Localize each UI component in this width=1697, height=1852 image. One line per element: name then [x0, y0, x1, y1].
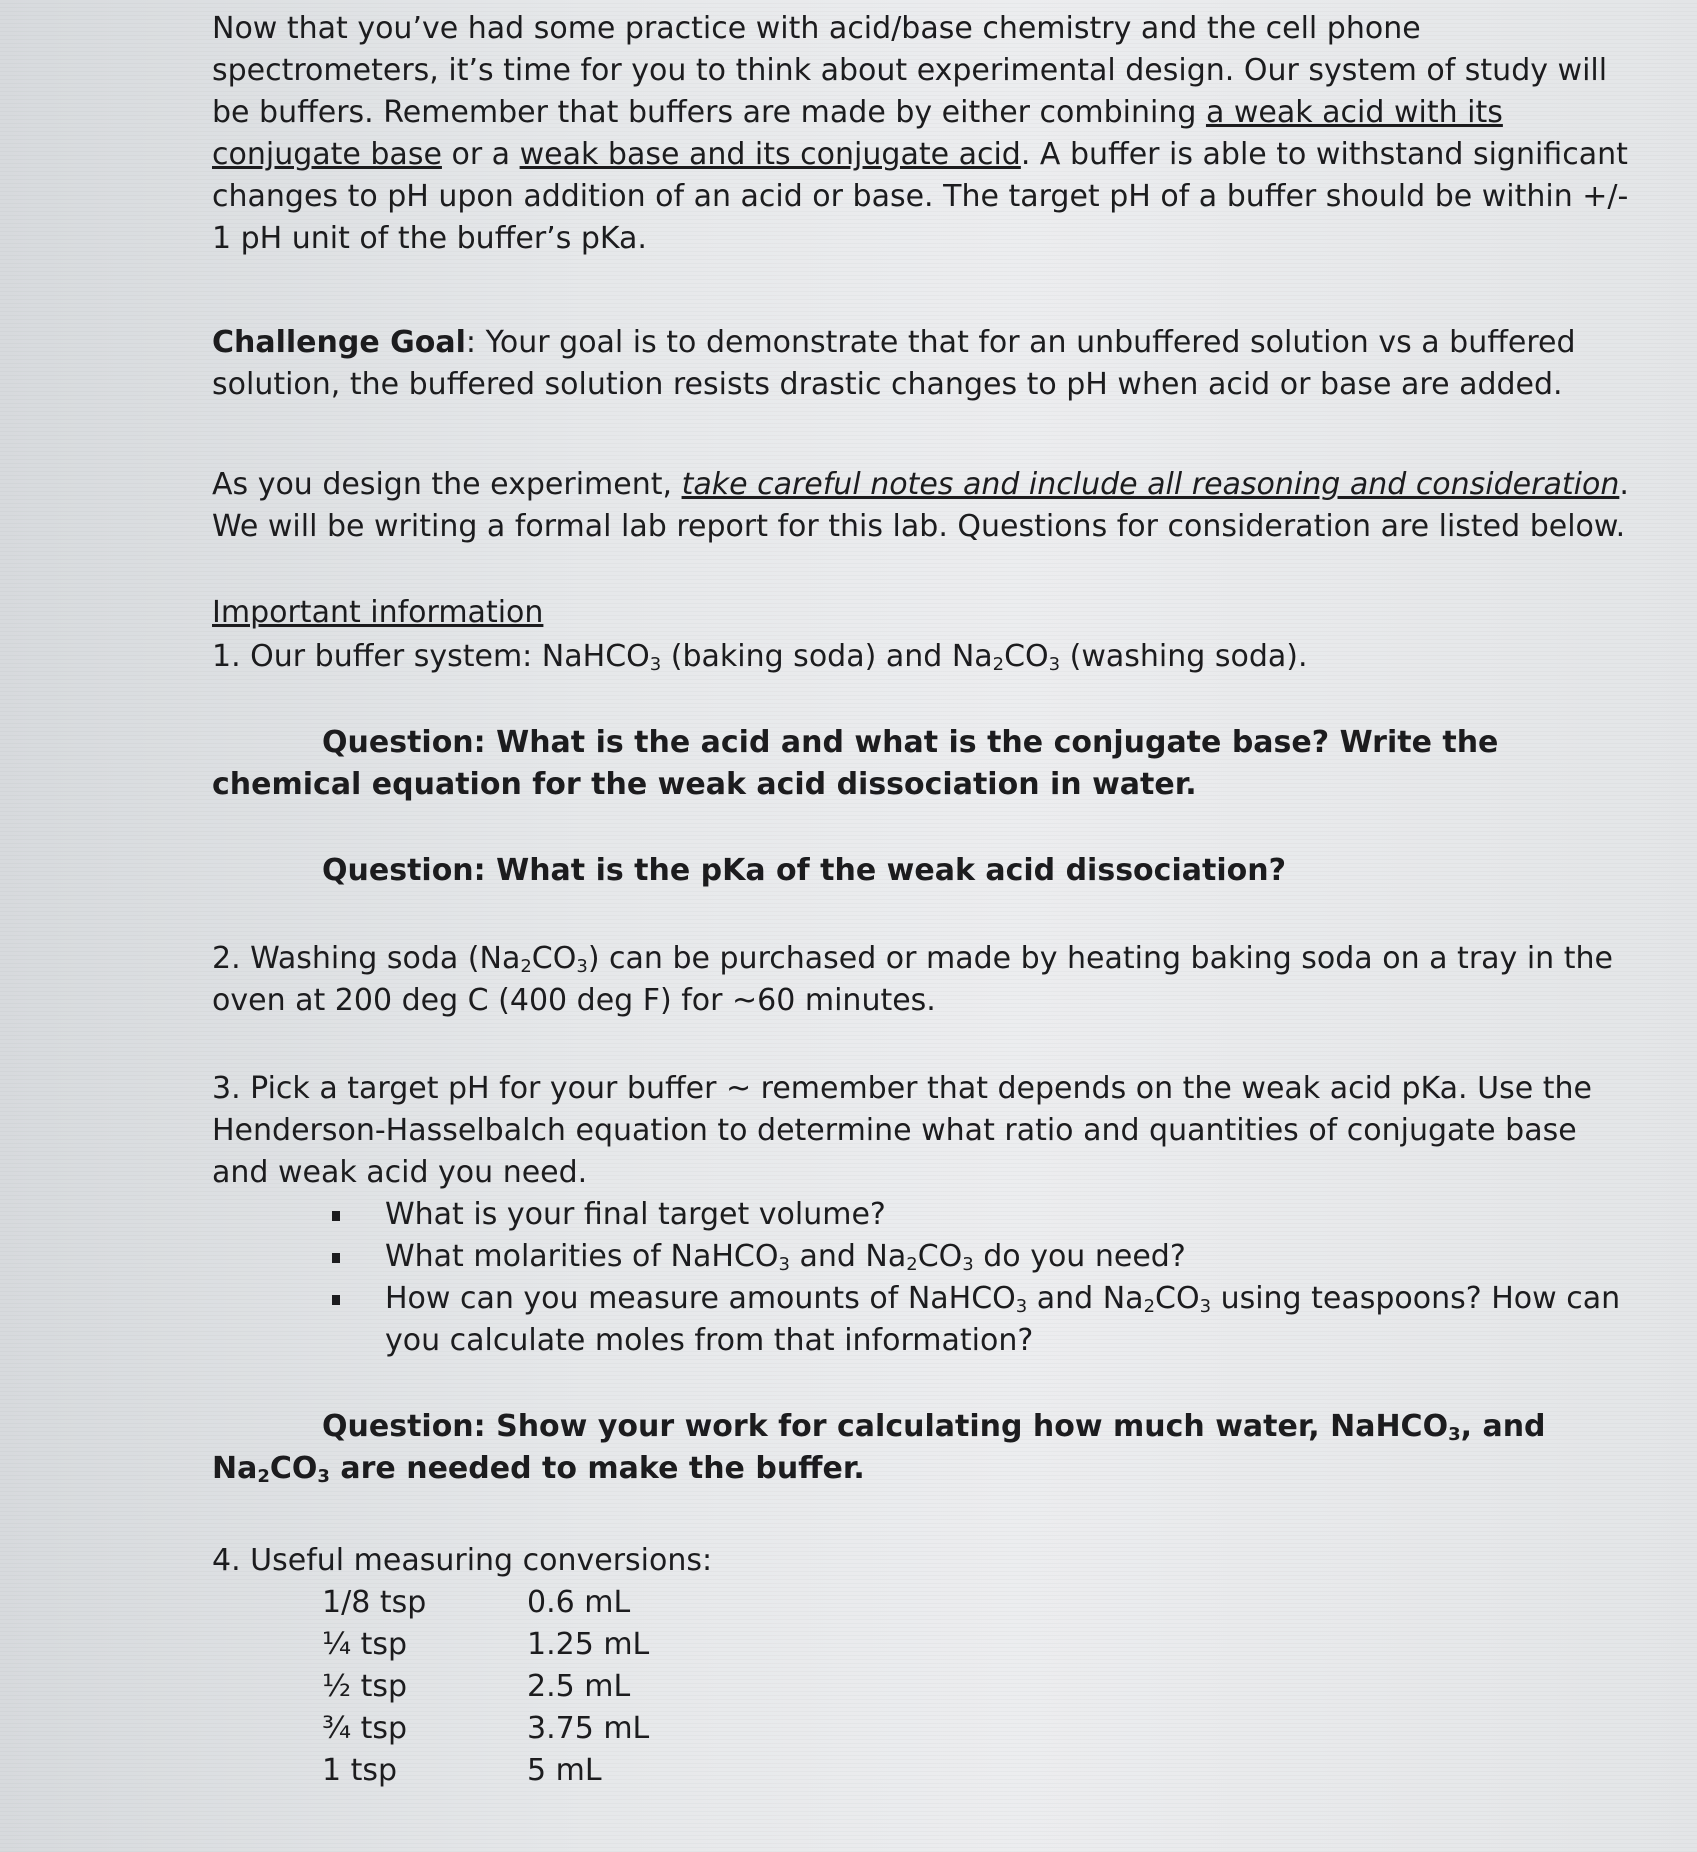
- weak-base-conjugate-acid-phrase: weak base and its conjugate acid: [519, 137, 1021, 172]
- square-bullet-icon: [332, 1295, 340, 1305]
- item-3-target-ph: 3. Pick a target pH for your buffer ~ remember that depends on the weak acid pKa. Use the Henderson-Hasselbalch equation to determine what ratio and quantities of conjugate base and weak acid you need.: [212, 1071, 1592, 1190]
- table-row: ½ tsp 2.5 mL: [322, 1669, 631, 1704]
- question-pka: Question: What is the pKa of the weak acid dissociation?: [322, 853, 1286, 888]
- question-show-work: Question: Show your work for calculating how much water, NaHCO$_3$, and $Na_2CO_3$ are needed to make the buffer.: [212, 1409, 1546, 1487]
- bullet-target-volume: What is your final target volume?: [332, 1194, 1642, 1236]
- square-bullet-icon: [332, 1253, 340, 1263]
- conversion-table: [322, 1582, 649, 1792]
- document-content: [212, 8, 1642, 1792]
- question-acid-conjugate-base: Question: What is the acid and what is the conjugate base? Write the chemical equation for the weak acid dissociation in water.: [212, 725, 1499, 802]
- intro-paragraph: Now that you’ve had some practice with acid/base chemistry and the cell phone spectrometers, it’s time for you to think about experimental design. Our system of study will be buffers. Remember that buffers are made by either combining a weak acid with its conjugate base or a weak base and its conjugate acid. A buffer is able to withstand significant changes to pH upon addition of an acid or base. The target pH of a buffer should be within +/- 1 pH unit of the buffer’s pKa.: [212, 11, 1629, 256]
- item-4-conversions-heading: 4. Useful measuring conversions:: [212, 1543, 713, 1578]
- table-row: 1/8 tsp 0.6 mL: [322, 1585, 631, 1620]
- bullet-molarities: What molarities of NaHCO$_3$ and $Na_2CO_3$ do you need?: [332, 1236, 1642, 1278]
- careful-notes-emphasis: take careful notes and include all reasoning and consideration: [681, 467, 1620, 502]
- square-bullet-icon: [332, 1211, 340, 1221]
- item-3-bullet-list: [212, 1194, 1642, 1362]
- item-1-buffer-system: 1. Our buffer system: NaHCO$_3$ (baking soda) and $Na_2CO_3$ (washing soda).: [212, 639, 1308, 675]
- challenge-goal-paragraph: Challenge Goal: Your goal is to demonstrate that for an unbuffered solution vs a buffered solution, the buffered solution resists drastic changes to pH when acid or base are added.: [212, 325, 1576, 402]
- table-row: ¼ tsp 1.25 mL: [322, 1627, 650, 1662]
- item-2-washing-soda: 2. Washing soda $(Na_2CO_3)$ can be purchased or made by heating baking soda on a tray in the oven at 200 deg C (400 deg F) for ~60 minutes.: [212, 941, 1613, 1018]
- table-row: 1 tsp 5 mL: [322, 1753, 602, 1788]
- weak-acid-conjugate-base-phrase: a weak acid with its conjugate base: [212, 95, 1503, 172]
- bullet-teaspoons: How can you measure amounts of NaHCO$_3$ and $Na_2CO_3$ using teaspoons? How can you calculate moles from that information?: [332, 1278, 1642, 1362]
- challenge-goal-label: Challenge Goal: [212, 325, 466, 360]
- important-information-heading: Important information: [212, 595, 544, 630]
- table-row: ¾ tsp 3.75 mL: [322, 1711, 650, 1746]
- design-paragraph: As you design the experiment, take careful notes and include all reasoning and consideration. We will be writing a formal lab report for this lab. Questions for consideration are listed below.: [212, 467, 1629, 544]
